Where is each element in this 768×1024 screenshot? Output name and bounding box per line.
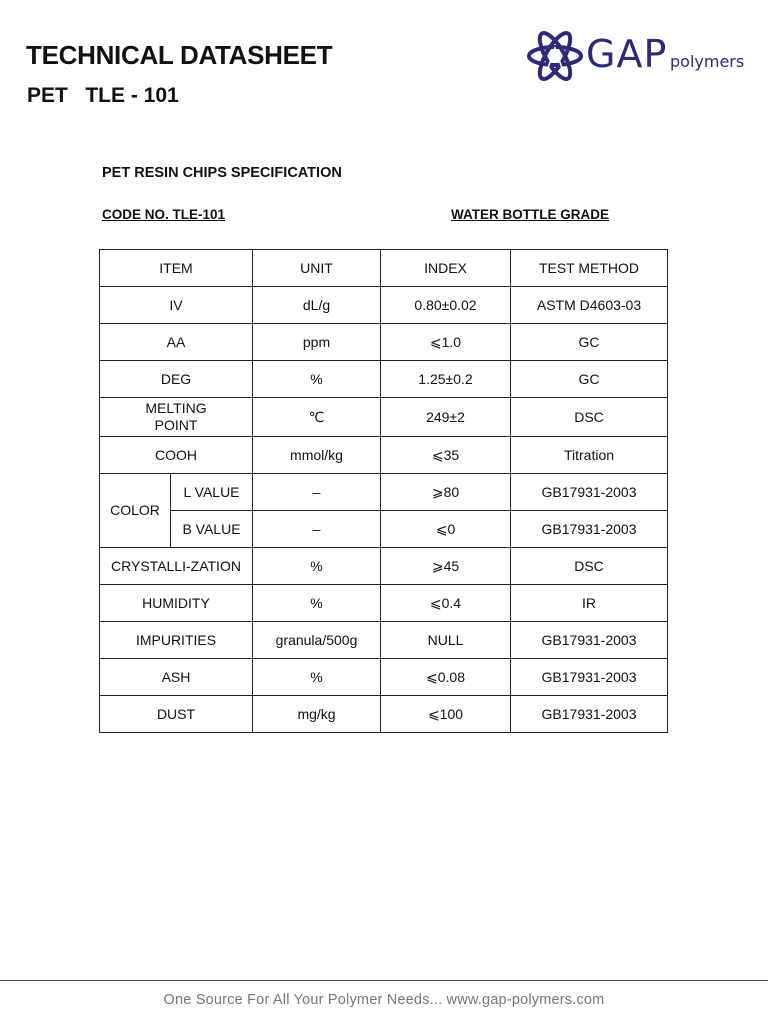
row-item: DUST	[100, 696, 253, 733]
row-item: COOH	[100, 437, 253, 474]
row-unit: %	[253, 585, 381, 622]
row-index: ⩾80	[381, 474, 511, 511]
table-row	[100, 696, 668, 733]
row-index: ⩽0	[381, 511, 511, 548]
row-unit: %	[253, 548, 381, 585]
row-method: Titration	[511, 437, 668, 474]
specification-table	[99, 249, 668, 733]
row-item	[100, 398, 253, 437]
row-index: ⩽35	[381, 437, 511, 474]
row-unit: %	[253, 659, 381, 696]
row-item: ASH	[100, 659, 253, 696]
row-unit: granula/500g	[253, 622, 381, 659]
row-item-line: MELTING	[145, 400, 207, 416]
row-unit: ppm	[253, 324, 381, 361]
row-item: IV	[100, 287, 253, 324]
row-unit: –	[253, 474, 381, 511]
atom-orbit-logo-icon	[526, 28, 584, 84]
row-unit: mmol/kg	[253, 437, 381, 474]
row-item: AA	[100, 324, 253, 361]
table-row	[100, 287, 668, 324]
header-unit: UNIT	[253, 250, 381, 287]
table-row	[100, 437, 668, 474]
code-number: CODE NO. TLE-101	[102, 207, 226, 222]
row-index: ⩽1.0	[381, 324, 511, 361]
row-method: GB17931-2003	[511, 511, 668, 548]
table-row	[100, 659, 668, 696]
row-method: DSC	[511, 398, 668, 437]
table-row	[100, 511, 668, 548]
table-row	[100, 324, 668, 361]
row-method: GB17931-2003	[511, 474, 668, 511]
gap-polymers-logo	[526, 28, 756, 84]
header-index: INDEX	[381, 250, 511, 287]
row-index: ⩾45	[381, 548, 511, 585]
header-test-method: TEST METHOD	[511, 250, 668, 287]
row-subitem: B VALUE	[171, 511, 253, 548]
table-row	[100, 548, 668, 585]
table-row	[100, 585, 668, 622]
logo-brand-text: GAP	[586, 32, 668, 76]
spec-heading: PET RESIN CHIPS SPECIFICATION	[102, 165, 342, 181]
table-row	[100, 474, 668, 511]
row-item: IMPURITIES	[100, 622, 253, 659]
row-item: HUMIDITY	[100, 585, 253, 622]
table-header-row	[100, 250, 668, 287]
footer-tagline: One Source For All Your Polymer Needs... www.gap-polymers.com	[163, 992, 605, 1008]
row-method: GB17931-2003	[511, 622, 668, 659]
logo-suffix-text: polymers	[670, 52, 745, 71]
product-code-title: PET TLE - 101	[27, 84, 179, 107]
table-row	[100, 361, 668, 398]
document-title: TECHNICAL DATASHEET	[26, 40, 333, 70]
row-unit: –	[253, 511, 381, 548]
row-method: IR	[511, 585, 668, 622]
row-unit: ℃	[253, 398, 381, 437]
row-index: ⩽100	[381, 696, 511, 733]
row-unit: mg/kg	[253, 696, 381, 733]
row-index: ⩽0.08	[381, 659, 511, 696]
row-item: CRYSTALLI-ZATION	[100, 548, 253, 585]
row-index: 1.25±0.2	[381, 361, 511, 398]
row-item: DEG	[100, 361, 253, 398]
row-subitem: L VALUE	[171, 474, 253, 511]
row-method: DSC	[511, 548, 668, 585]
header-item: ITEM	[100, 250, 253, 287]
row-unit: dL/g	[253, 287, 381, 324]
table-row	[100, 622, 668, 659]
grade-label: WATER BOTTLE GRADE	[451, 207, 609, 222]
row-method: GB17931-2003	[511, 696, 668, 733]
table-row	[100, 398, 668, 437]
row-group-color: COLOR	[100, 474, 171, 548]
row-index: NULL	[381, 622, 511, 659]
row-method: GC	[511, 324, 668, 361]
row-index: 0.80±0.02	[381, 287, 511, 324]
row-method: GB17931-2003	[511, 659, 668, 696]
row-index: 249±2	[381, 398, 511, 437]
row-method: GC	[511, 361, 668, 398]
row-item-line: POINT	[154, 417, 198, 433]
row-unit: %	[253, 361, 381, 398]
row-method: ASTM D4603-03	[511, 287, 668, 324]
footer-divider	[0, 980, 768, 981]
row-index: ⩽0.4	[381, 585, 511, 622]
